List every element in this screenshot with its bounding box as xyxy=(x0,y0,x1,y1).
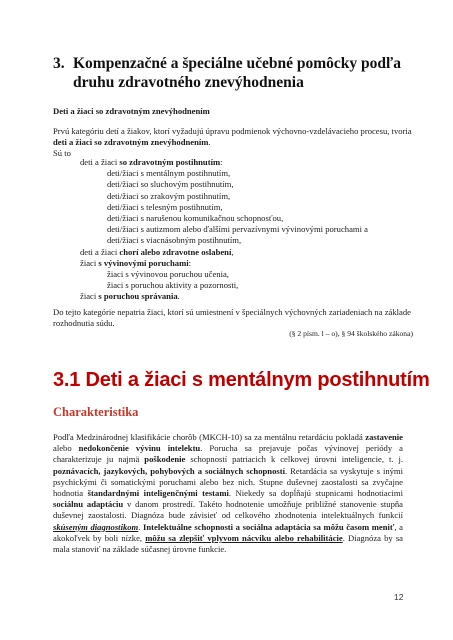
chapter-number: 3. xyxy=(53,55,65,72)
su-to-text: Sú to xyxy=(53,148,71,159)
intro-text: Prvú kategóriu detí a žiakov, ktorí vyžadujú úpravu podmienok výchovno-vzdelávacieho procesu, tvoria xyxy=(53,126,412,136)
list-group-heading: žiaci s poruchou správania. xyxy=(80,291,180,302)
subsection-heading: Charakteristika xyxy=(53,405,139,419)
list-item: deti/žiaci so zrakovým postihnutím, xyxy=(107,190,231,201)
list-group-heading: deti a žiaci so zdravotným postihnutím: xyxy=(80,157,223,167)
category-list xyxy=(53,157,413,303)
intro-end: . xyxy=(208,137,211,148)
chapter-title-line2: druhu zdravotného znevýhodnenia xyxy=(73,74,304,91)
list-item: deti/žiaci so sluchovým postihnutím, xyxy=(107,179,234,190)
closing-paragraph: Do tejto kategórie nepatria žiaci, ktorí sú umiestnení v špeciálnych výchovných zariadeniach na základe rozhodnutia súdu. xyxy=(53,307,411,329)
chapter-heading xyxy=(53,54,413,92)
chapter-title-line1: Kompenzačné a špeciálne učebné pomôcky podľa xyxy=(73,55,402,72)
characteristics-paragraph: Podľa Medzinárodnej klasifikácie chorôb (MKCH-10) sa za mentálnu retardáciu pokladá zastavenie alebo nedokončenie vývinu intelektu. Porucha sa prejavuje počas vývinovej periódy a charakterizuje ju najmä poškodenie schopností patriacich k celkovej úrovni inteligencie, t. j. poznávacích, jazykových, pohybových a sociálnych schopností. Retardácia sa vyskytuje s inými psychickými či somatickými poruchami alebo bez nich. Stupne duševnej zaostalosti sa zvyčajne hodnotia štandardnými inteligenčnými testami. Niekedy sa dopĺňajú stupnicami hodnotiacimi sociálnu adaptáciu v danom prostredí. Takéto hodnotenie umožňuje približné stanovenie stupňa duševnej zaostalosti. Diagnóza bude závisieť od celkového zhodnotenia intelektuálnych funkcií skúseným diagnostikom. Intelektuálne schopnosti a sociálna adaptácia sa môžu časom meniť, a akokoľvek by boli nízke, môžu sa zlepšiť vplyvom nácviku alebo rehabilitácie. Diagnóza by sa mala stanoviť na základe súčasnej úrovne funkcie. xyxy=(53,432,404,555)
section-heading: 3.1 Deti a žiaci s mentálnym postihnutím xyxy=(53,369,430,391)
intro-paragraph xyxy=(53,126,413,160)
list-item: deti/žiaci s viacnásobným postihnutím, xyxy=(107,235,242,246)
section-subheading: Deti a žiaci so zdravotným znevýhodnením xyxy=(53,106,210,116)
list-group-heading: žiaci s vývinovými poruchami: xyxy=(80,257,192,268)
list-item: deti/žiaci s autizmom alebo ďalšími pervazívnymi vývinovými poruchami a xyxy=(107,224,368,235)
legal-reference: (§ 2 písm. l – o), § 94 školského zákona) xyxy=(289,329,413,338)
intro-bold: deti a žiaci so zdravotným znevýhodnením xyxy=(53,137,209,148)
page-number: 12 xyxy=(394,592,404,602)
list-group-heading: deti a žiaci chorí alebo zdravotne oslabení, xyxy=(80,246,234,257)
list-item: deti/žiaci s mentálnym postihnutím, xyxy=(107,168,231,179)
list-item: žiaci s poruchou aktivity a pozornosti, xyxy=(107,280,239,291)
list-item: deti/žiaci s narušenou komunikačnou schopnosťou, xyxy=(107,213,284,224)
list-item: žiaci s vývinovou poruchou učenia, xyxy=(107,269,229,280)
list-item: deti/žiaci s telesným postihnutím, xyxy=(107,201,223,212)
